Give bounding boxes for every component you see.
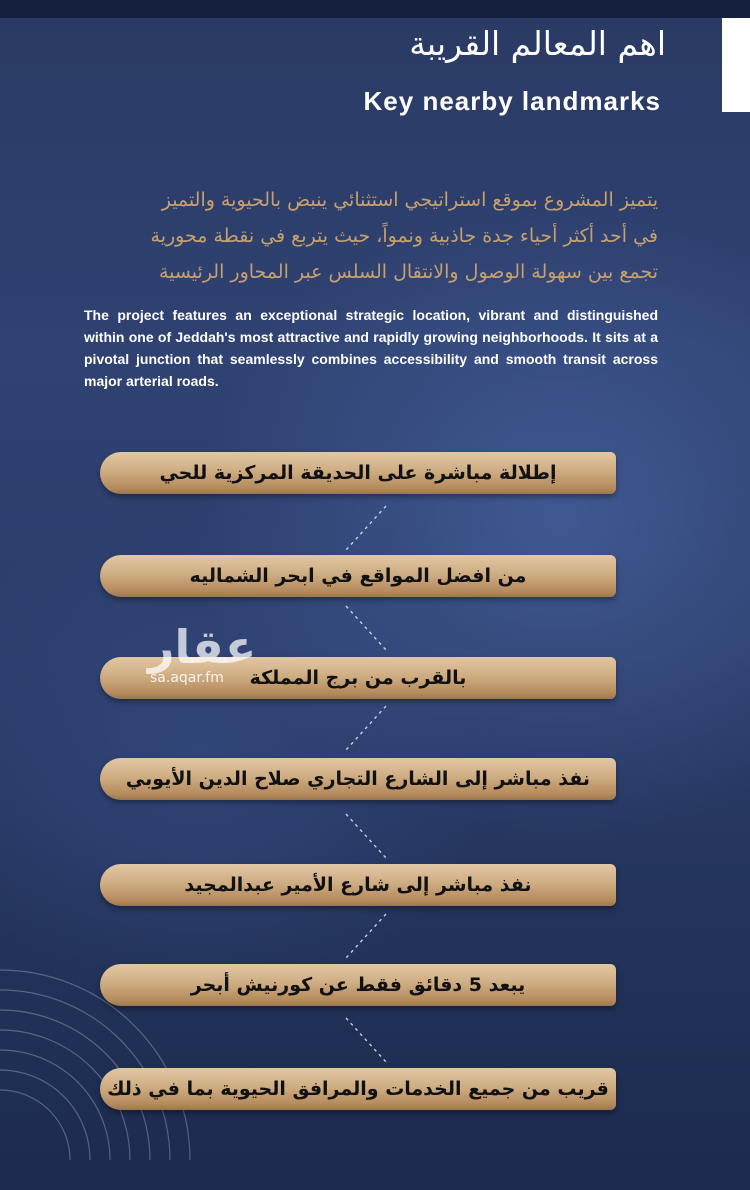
landmark-text: نفذ مباشر إلى الشارع التجاري صلاح الدين الأيوبي xyxy=(125,768,591,790)
title-english: Key nearby landmarks xyxy=(363,86,661,116)
landmark-text: إطلالة مباشرة على الحديقة المركزية للحي xyxy=(159,462,557,484)
title-arabic: اهم المعالم القريبة xyxy=(409,24,666,63)
landmark-item xyxy=(100,964,616,1006)
landmark-text: قريب من جميع الخدمات والمرافق الحيوية بما في ذلك xyxy=(107,1078,609,1100)
landmark-item xyxy=(100,1068,616,1110)
landmark-text: بالقرب من برج المملكة xyxy=(249,667,467,689)
watermark-logo: عقار xyxy=(148,620,257,674)
description-arabic-line: في أحد أكثر أحياء جدة جاذبية ونمواً، حيث يتربع في نقطة محورية xyxy=(150,225,658,247)
landmark-item xyxy=(100,452,616,494)
watermark-url: sa.aqar.fm xyxy=(150,670,224,686)
landmark-text: من افضل المواقع في ابحر الشماليه xyxy=(189,565,527,587)
landmark-item xyxy=(100,555,616,597)
connector-line xyxy=(346,706,386,750)
connector-line xyxy=(346,814,386,858)
connector-line xyxy=(346,1018,386,1062)
landmark-text: نفذ مباشر إلى شارع الأمير عبدالمجيد xyxy=(184,874,532,896)
landmark-text: يبعد 5 دقائق فقط عن كورنيش أبحر xyxy=(190,974,526,996)
connector-line xyxy=(346,506,386,550)
top-bar xyxy=(0,0,750,18)
connector-line xyxy=(346,914,386,958)
landmark-item xyxy=(100,864,616,906)
description-arabic xyxy=(58,182,658,290)
description-arabic-line: يتميز المشروع بموقع استراتيجي استثنائي ينبض بالحيوية والتميز xyxy=(161,189,658,211)
white-tab xyxy=(722,18,750,112)
description-english: The project features an exceptional strategic location, vibrant and distinguished within one of Jeddah's most attractive and rapidly growing neighborhoods. It sits at a pivotal junction that seamlessly combines accessibility and smooth transit across major arterial roads. xyxy=(84,307,658,389)
description-arabic-line: تجمع بين سهولة الوصول والانتقال السلس عبر المحاور الرئيسية xyxy=(158,261,658,283)
landmark-item xyxy=(100,758,616,800)
connector-line xyxy=(346,606,386,650)
